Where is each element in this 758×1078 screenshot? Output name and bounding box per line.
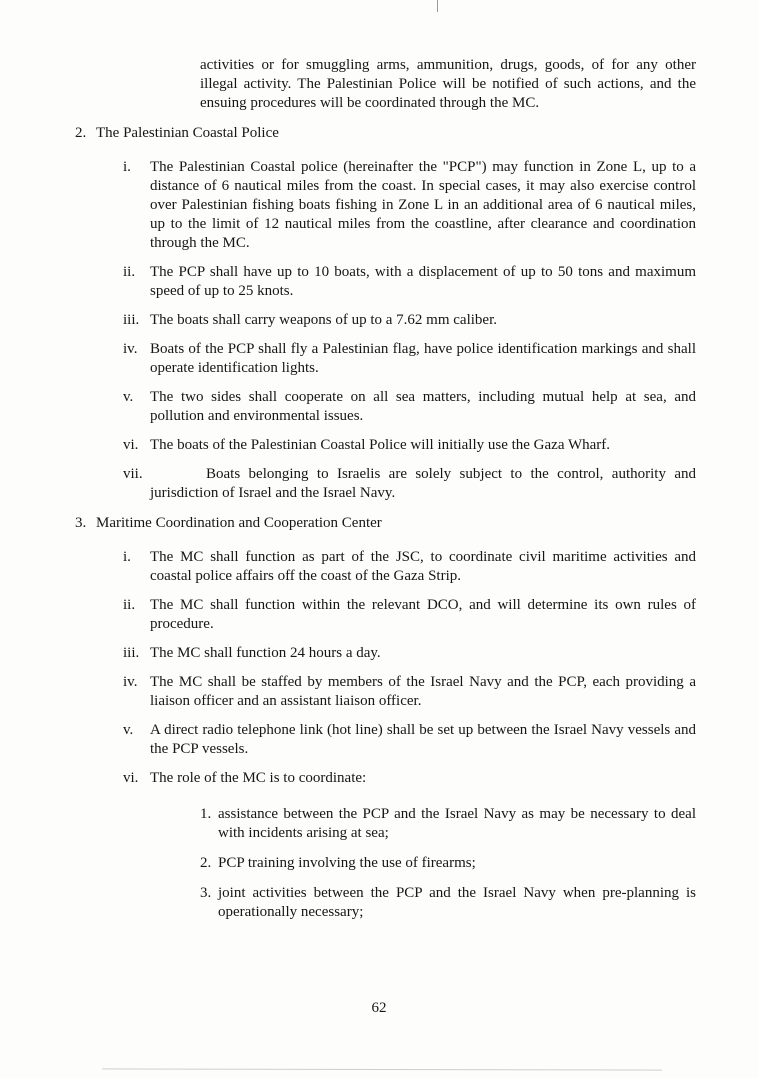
subitem-label: 3. (200, 885, 212, 901)
item-label: v. (123, 389, 134, 405)
item-text: The Palestinian Coastal police (hereinafter the "PCP") may function in Zone L, up to a distance of 6 nautical miles from the coast. In special cases, it may also exercise control over Palestinian fishing boats fishing in Zone L in an additional area of 6 nautical miles, up to the limit of 12 nautical miles from the coastline, after clearance and coordination through the MC. (150, 159, 696, 251)
item-label: ii. (123, 264, 136, 280)
section-heading (75, 124, 696, 143)
item-text: The role of the MC is to coordinate: (150, 770, 367, 786)
item-label: v. (123, 722, 134, 738)
list-item (123, 263, 696, 301)
subitem-label: 2. (200, 855, 212, 871)
sub-list-item (200, 884, 696, 922)
subitem-label: 1. (200, 806, 212, 822)
section-number: 2. (75, 125, 87, 141)
sub-list-item (200, 854, 696, 873)
list-item (123, 158, 696, 253)
item-text: A direct radio telephone link (hot line) shall be set up between the Israel Navy vessels and the PCP vessels. (150, 722, 696, 757)
section-title: The Palestinian Coastal Police (96, 125, 279, 141)
item-label: ii. (123, 597, 136, 613)
item-label: iv. (123, 674, 138, 690)
list-item (123, 769, 696, 922)
section-3 (0, 514, 758, 922)
subitem-text: PCP training involving the use of firearms; (218, 855, 476, 871)
item-text: The boats shall carry weapons of up to a 7.62 mm caliber. (150, 312, 497, 328)
item-text: The MC shall function 24 hours a day. (150, 645, 381, 661)
item-label: vi. (123, 770, 139, 786)
item-label: iii. (123, 645, 140, 661)
item-text: The MC shall function within the relevant DCO, and will determine its own rules of procedure. (150, 597, 696, 632)
section-title: Maritime Coordination and Cooperation Center (96, 515, 382, 531)
item-text: The boats of the Palestinian Coastal Police will initially use the Gaza Wharf. (150, 437, 611, 453)
page-number: 62 (371, 1000, 387, 1016)
section-2 (0, 124, 758, 503)
list-item (123, 436, 696, 455)
continuation-paragraph: activities or for smuggling arms, ammunition, drugs, goods, of for any other illegal activity. The Palestinian Police will be notified of such actions, and the ensuing procedures will be coordinated through the MC. (200, 57, 696, 111)
item-label: i. (123, 549, 131, 565)
list-item (123, 340, 696, 378)
item-label: iii. (123, 312, 140, 328)
item-text: The two sides shall cooperate on all sea matters, including mutual help at sea, and pollution and environmental issues. (150, 389, 696, 424)
sub-list-item (200, 805, 696, 843)
item-text: Boats of the PCP shall fly a Palestinian flag, have police identification markings and shall operate identification lights. (150, 341, 696, 376)
item-label: vii. (123, 466, 143, 482)
item-label: iv. (123, 341, 138, 357)
list-item (123, 596, 696, 634)
item-label: vi. (123, 437, 139, 453)
item-text: The MC shall function as part of the JSC, to coordinate civil maritime activities and coastal police affairs off the coast of the Gaza Strip. (150, 549, 696, 584)
list-item (123, 465, 696, 503)
list-item (123, 548, 696, 586)
item-text: The PCP shall have up to 10 boats, with a displacement of up to 50 tons and maximum speed of up to 25 knots. (150, 264, 696, 299)
section-number: 3. (75, 515, 87, 531)
list-item (123, 721, 696, 759)
list-item (123, 644, 696, 663)
item-text-column (150, 769, 696, 922)
scan-artifact-bottom (102, 1068, 662, 1070)
subitem-text: assistance between the PCP and the Israel Navy as may be necessary to deal with incidents arising at sea; (218, 806, 696, 841)
subitem-text: joint activities between the PCP and the Israel Navy when pre-planning is operationally necessary; (218, 885, 696, 920)
scan-artifact-top (437, 0, 438, 12)
item-text: The MC shall be staffed by members of the Israel Navy and the PCP, each providing a liaison officer and an assistant liaison officer. (150, 674, 696, 709)
list-item (123, 311, 696, 330)
list-item (123, 388, 696, 426)
list-item (123, 673, 696, 711)
item-text: Boats belonging to Israelis are solely subject to the control, authority and jurisdiction of Israel and the Israel Navy. (150, 466, 696, 501)
item-label: i. (123, 159, 131, 175)
section-heading (75, 514, 696, 533)
